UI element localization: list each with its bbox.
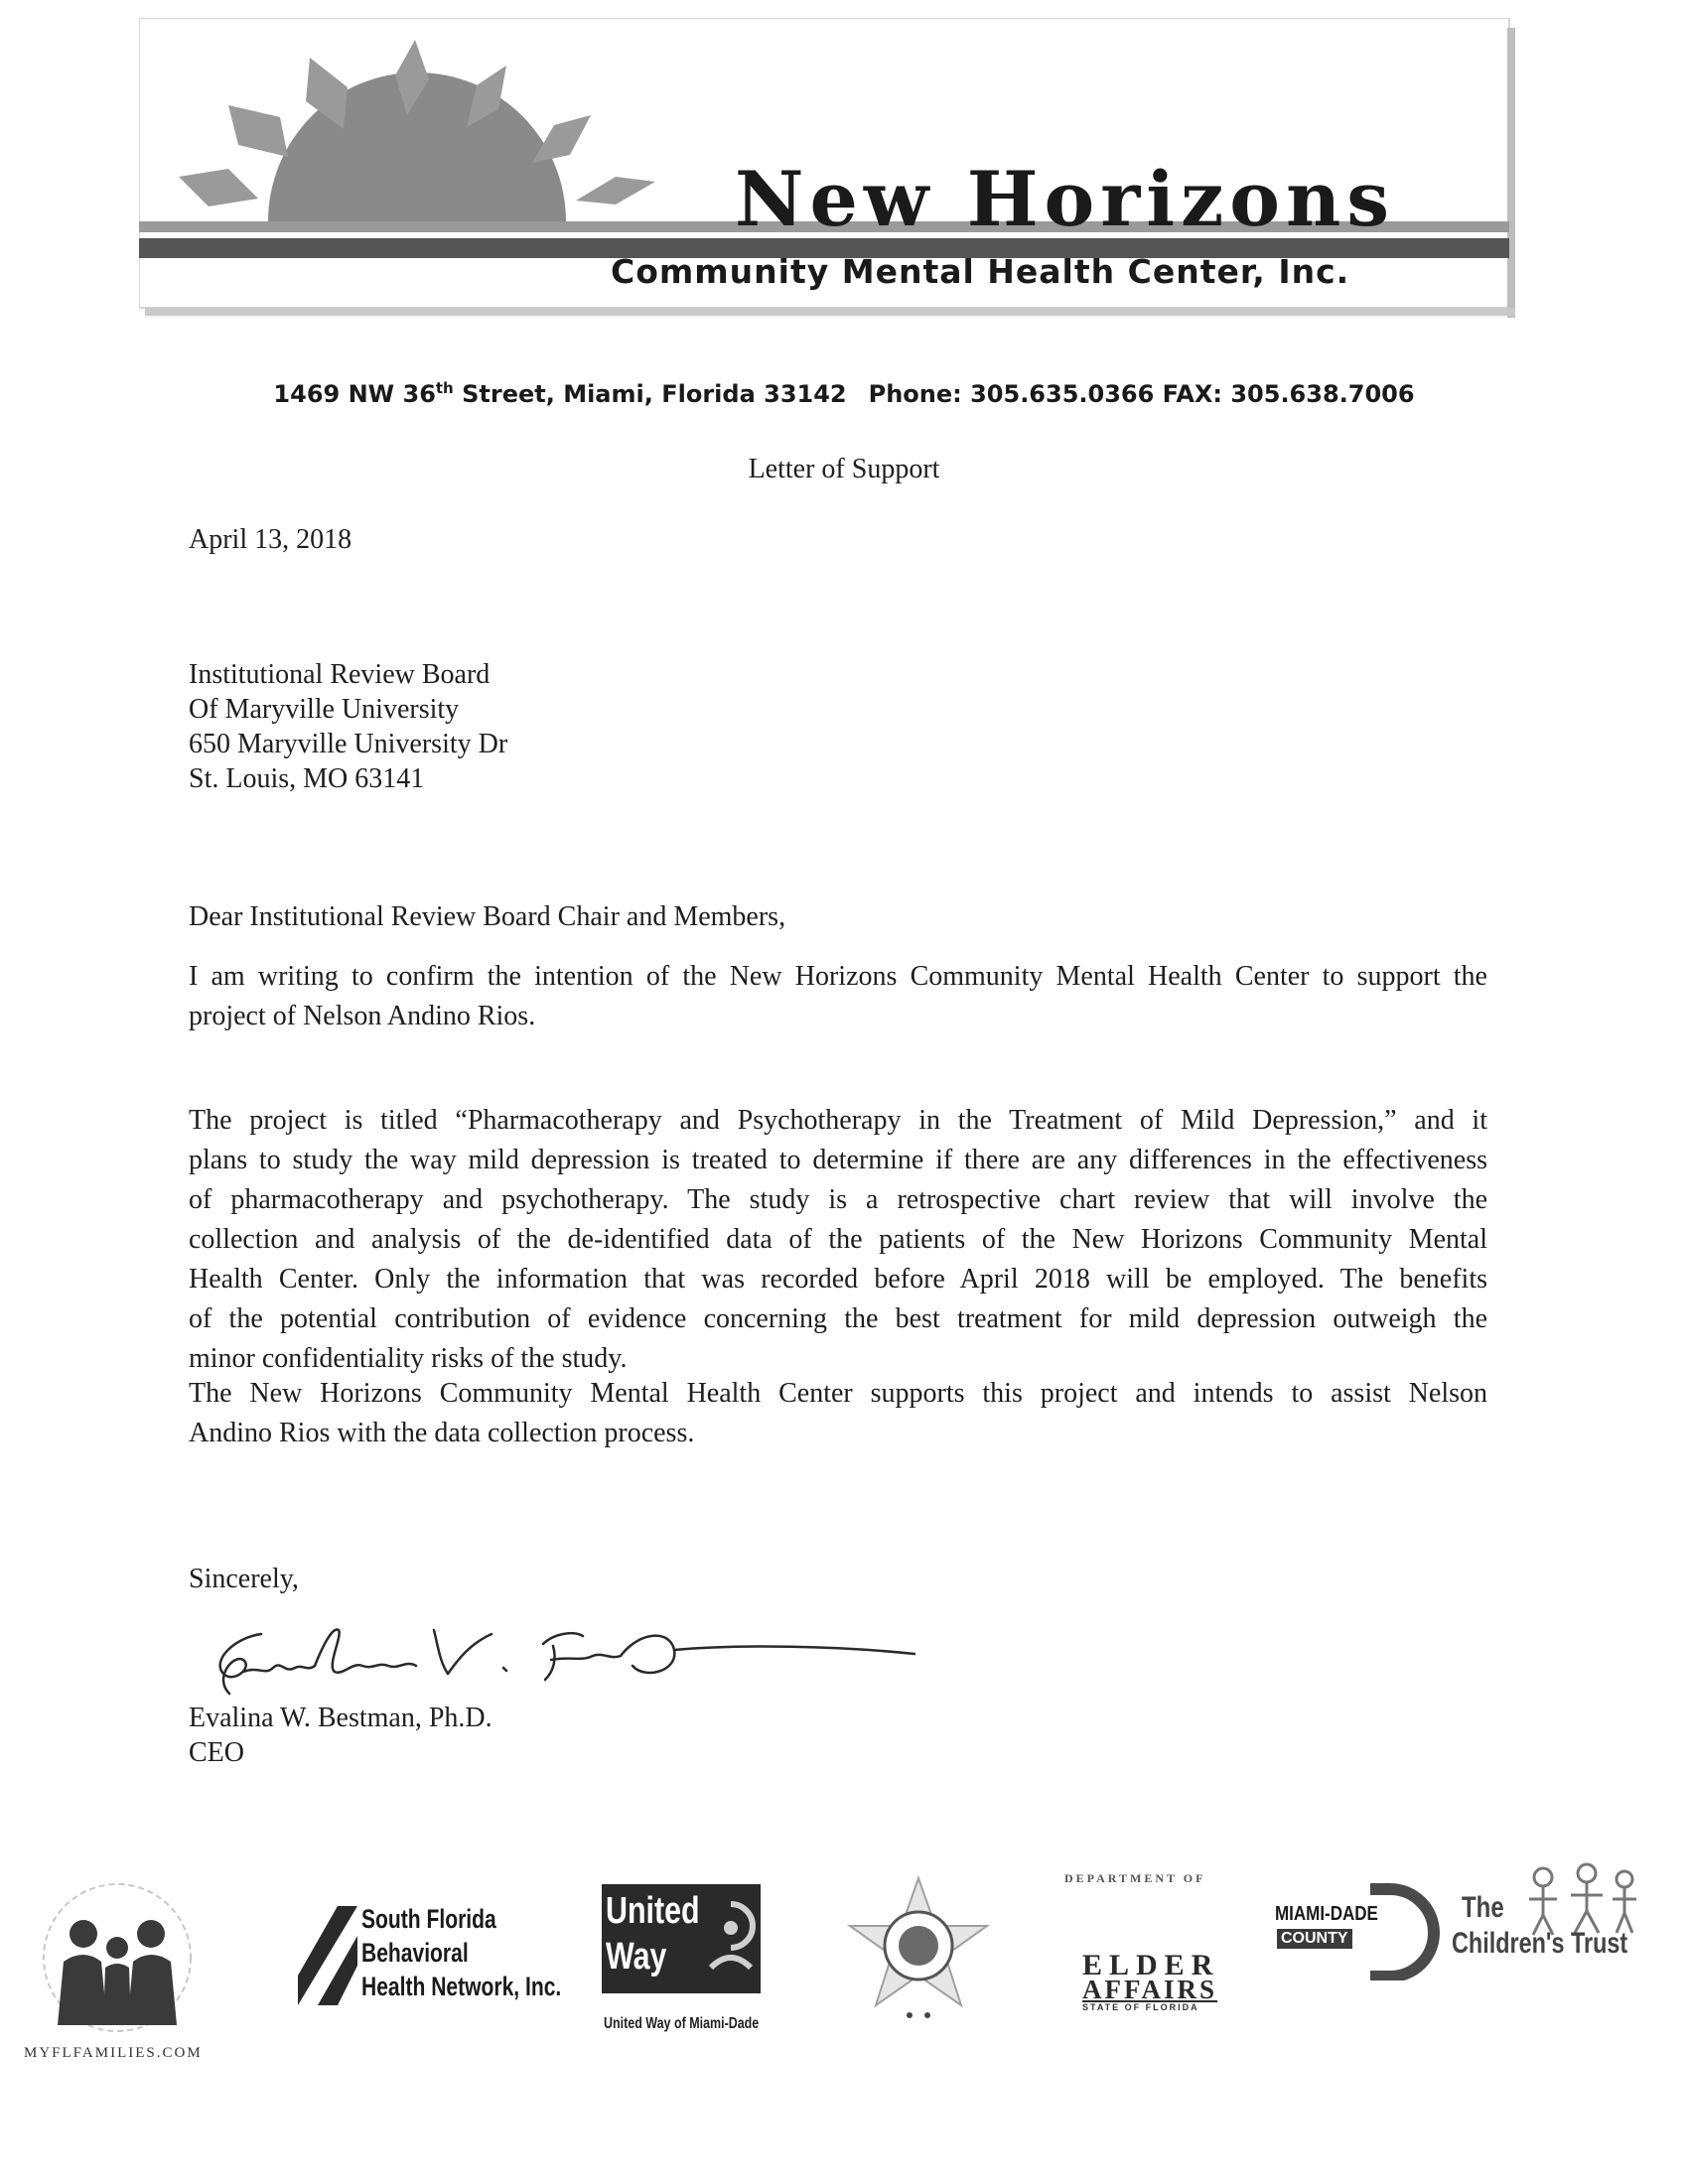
paragraph-line: of the potential contribution of evidence concerning the best treatment for mild depression outweigh the	[189, 1303, 1487, 1334]
body-paragraph-3	[189, 1374, 1487, 1453]
signer-name: Evalina W. Bestman, Ph.D.	[189, 1703, 492, 1733]
paragraph-line: The project is titled “Pharmacotherapy and Psychotherapy in the Treatment of Mild Depression,” and it	[189, 1105, 1487, 1136]
south-florida-bhn-logo	[298, 1898, 562, 2017]
paragraph-line: of pharmacotherapy and psychotherapy. The study is a retrospective chart review that will involve the	[189, 1184, 1487, 1215]
recipient-line: 650 Maryville University Dr	[189, 729, 508, 759]
childrens-trust-the: The	[1462, 1891, 1504, 1924]
childrens-trust-name: Children's Trust	[1452, 1927, 1628, 1960]
united-way-logo	[602, 1884, 775, 2048]
elder-affairs-logo	[1053, 1871, 1251, 2020]
recipient-line: St. Louis, MO 63141	[189, 763, 425, 794]
paragraph-line: The New Horizons Community Mental Health Center supports this project and intends to assist Nelson	[189, 1378, 1487, 1409]
recipient-address	[189, 657, 507, 796]
star-badge-icon	[832, 1874, 1006, 2033]
organization-subtitle: Community Mental Health Center, Inc.	[611, 252, 1350, 291]
recipient-line: Institutional Review Board	[189, 659, 491, 690]
elder-department-label: DEPARTMENT OF	[1064, 1871, 1206, 1885]
address-line	[0, 379, 1688, 408]
sfbhn-line: South Florida	[361, 1904, 496, 1934]
salutation: Dear Institutional Review Board Chair and Members,	[189, 901, 786, 932]
miami-dade-county-logo	[1271, 1881, 1440, 1990]
letterhead	[139, 18, 1519, 326]
letter-date: April 13, 2018	[189, 524, 352, 555]
signer-block	[189, 1701, 492, 1770]
closing: Sincerely,	[189, 1564, 299, 1594]
affairs-label: AFFAIRS	[1082, 1975, 1218, 2004]
childrens-trust-logo	[1452, 1861, 1650, 2010]
signature-icon	[204, 1616, 918, 1701]
sfbhn-line: Behavioral	[361, 1938, 469, 1968]
body-paragraph-1	[189, 957, 1487, 1036]
united-way-line: Way	[606, 1936, 667, 1978]
united-way-subtitle: United Way of Miami-Dade	[604, 2015, 760, 2032]
juvenile-justice-badge	[832, 1874, 1006, 2033]
paragraph-line: collection and analysis of the de-identified data of the patients of the New Horizons Community Mental	[189, 1224, 1487, 1255]
letter-title: Letter of Support	[748, 454, 940, 484]
state-label: STATE OF FLORIDA	[1082, 2002, 1199, 2012]
sfbhn-line: Health Network, Inc.	[361, 1972, 562, 2001]
united-way-line: United	[606, 1890, 700, 1932]
organization-name: New Horizons	[735, 155, 1396, 243]
street-rest: Street, Miami, Florida 33142	[453, 380, 847, 408]
paragraph-line: project of Nelson Andino Rios.	[189, 1001, 536, 1031]
county-label: COUNTY	[1277, 1929, 1352, 1949]
miami-dade-name: MIAMI-DADE	[1275, 1903, 1378, 1925]
paragraph-line: Health Center. Only the information that was recorded before April 2018 will be employed. The benefits	[189, 1264, 1487, 1295]
family-seal-icon	[18, 1876, 216, 2045]
paragraph-line: I am writing to confirm the intention of the New Horizons Community Mental Health Center to support the	[189, 961, 1487, 992]
contact-numbers: Phone: 305.635.0366 FAX: 305.638.7006	[868, 380, 1415, 408]
slash-mark-icon	[298, 1906, 357, 2005]
paragraph-line: plans to study the way mild depression is treated to determine if there are any differences in the effectiveness	[189, 1145, 1487, 1175]
florida-dcf-logo	[18, 1876, 216, 2065]
recipient-line: Of Maryville University	[189, 694, 460, 725]
united-way-hand-icon	[705, 1898, 757, 1978]
elder-label: ELDER	[1082, 1949, 1220, 1981]
street-prefix: 1469 NW 36	[273, 380, 436, 408]
street-suffix: th	[435, 379, 454, 397]
signer-title: CEO	[189, 1737, 244, 1768]
body-paragraph-2	[189, 1101, 1487, 1379]
dcf-url: MYFLFAMILIES.COM	[24, 2045, 203, 2061]
paragraph-line: Andino Rios with the data collection process.	[189, 1418, 695, 1448]
paragraph-line: minor confidentiality risks of the study.	[189, 1343, 628, 1374]
handwritten-signature	[204, 1616, 918, 1706]
